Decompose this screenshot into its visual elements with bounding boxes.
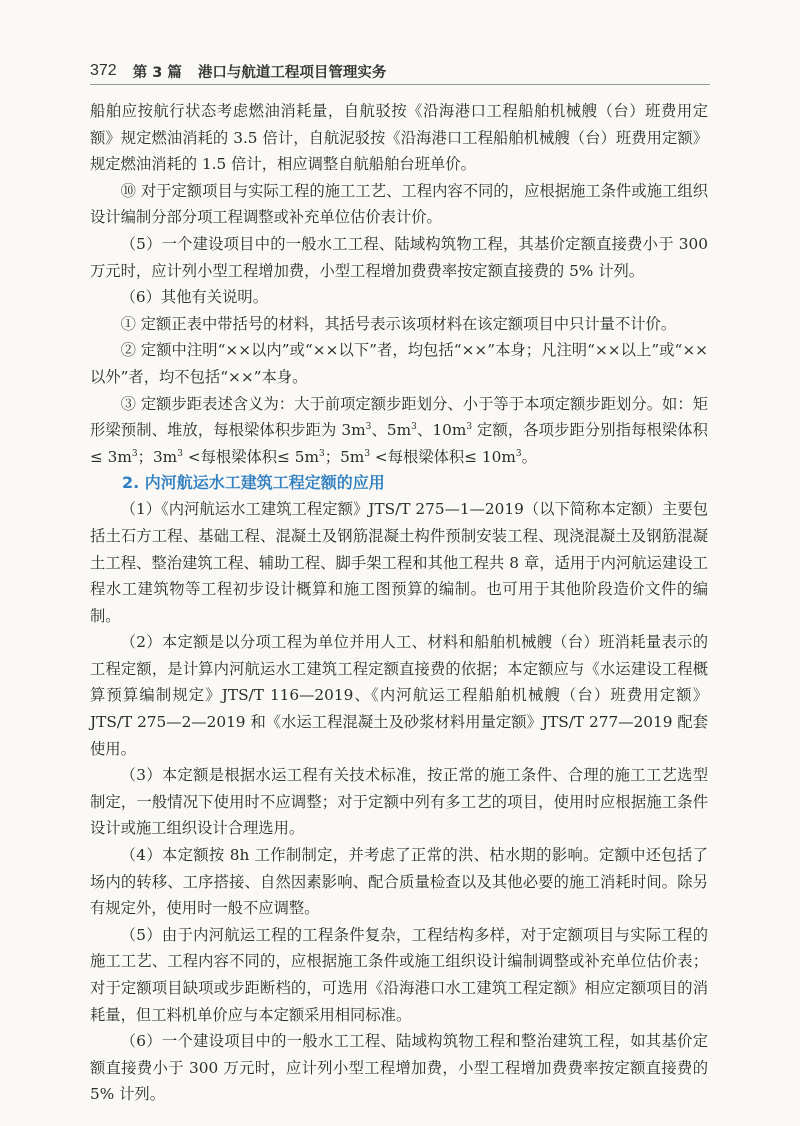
superscript: 3 <box>364 448 371 459</box>
paragraph-step-definition <box>90 391 708 471</box>
text-run: 。 <box>521 447 537 466</box>
paragraph: （5）由于内河航运工程的工程条件复杂，工程结构多样，对于定额项目与实际工程的施工工艺、工程内容不同的，应根据施工条件或施工组织设计编制调整或补充单位估价表；对于定额项目缺项或步距断档的，可选用《沿海港口水工建筑工程定额》相应定额项目的消耗量，但工料机单价应与本定额采用相同标准。 <box>90 925 708 1024</box>
section-heading: 2. 内河航运水工建筑工程定额的应用 <box>122 473 385 493</box>
paragraph: （6）其他有关说明。 <box>120 288 268 307</box>
superscript: 3 <box>411 422 417 433</box>
superscript: 3 <box>319 448 325 459</box>
text-run: ；5m <box>324 447 365 466</box>
part-label: 第 3 篇 <box>132 64 182 81</box>
header-rule <box>90 84 710 85</box>
paragraph: ① 定额正表中带括号的材料，其括号表示该项材料在该定额项目中只计量不计价。 <box>120 314 677 333</box>
superscript: 3 <box>365 422 372 433</box>
text-run: 、10m <box>416 421 467 440</box>
paragraph: 船舶应按航行状态考虑燃油消耗量，自航驳按《沿海港口工程船舶机械艘（台）班费用定额》规定燃油消耗的 3.5 倍计，自航泥驳按《沿海港口工程船舶机械艘（台）班费用定额》规定燃油消耗的 1.5 倍计，相应调整自航船舶台班单价。 <box>90 102 708 174</box>
body-text <box>90 98 708 1108</box>
paragraph: （3）本定额是根据水运工程有关技术标准，按正常的施工条件、合理的施工工艺选型制定，一般情况下使用时不应调整；对于定额中列有多工艺的项目，使用时应根据施工条件设计或施工组织设计合理选用。 <box>90 766 708 838</box>
text-run: 定额，各项步距分别指每根梁体积≤ 3m <box>90 421 708 466</box>
superscript: 3 <box>131 448 138 459</box>
paragraph: （4）本定额按 8h 工作制制定，并考虑了正常的洪、枯水期的影响。定额中还包括了场内的转移、工序搭接、自然因素影响、配合质量检查以及其他必要的施工消耗时间。除另有规定外，使用时一般不应调整。 <box>90 846 708 918</box>
page-number: 372 <box>90 62 117 79</box>
paragraph: （2）本定额是以分项工程为单位并用人工、材料和船舶机械艘（台）班消耗量表示的工程定额，是计算内河航运水工建筑工程定额直接费的依据；本定额应与《水运建设工程概算预算编制规定》JTS/T 116—2019、《内河航运工程船舶机械艘（台）班费用定额》JTS/T 275—2—2019 和《水运工程混凝土及砂浆材料用量定额》JTS/T 277—2019 配套使用。 <box>90 633 708 758</box>
paragraph: （6）一个建设项目中的一般水工工程、陆域构筑物工程和整治建筑工程，如其基价定额直接费小于 300 万元时，应计列小型工程增加费，小型工程增加费费率按定额直接费的 5% 计列。 <box>90 1032 708 1104</box>
text-run: <每根梁体积≤ 10m <box>370 447 516 466</box>
paragraph: ② 定额中注明“××以内”或“××以下”者，均包括“××”本身；凡注明“××以上”或“××以外”者，均不包括“××”本身。 <box>90 341 708 386</box>
paragraph: （1）《内河航运水工建筑工程定额》JTS/T 275—1—2019（以下简称本定额）主要包括土石方工程、基础工程、混凝土及钢筋混凝土构件预制安装工程、现浇混凝土及钢筋混凝土工程、整治建筑工程、辅助工程、脚手架工程和其他工程共 8 章，适用于内河航运建设工程水工建筑物等工程初步设计概算和施工图预算的编制。也可用于其他阶段造价文件的编制。 <box>90 500 708 625</box>
superscript: 3 <box>177 448 183 459</box>
superscript: 3 <box>466 422 473 433</box>
text-run: ；3m <box>137 447 178 466</box>
part-title: 港口与航道工程项目管理实务 <box>197 64 387 81</box>
paragraph: （5）一个建设项目中的一般水工工程、陆域构筑物工程，其基价定额直接费小于 300 万元时，应计列小型工程增加费，小型工程增加费费率按定额直接费的 5% 计列。 <box>90 234 708 280</box>
text-run: ③ 定额步距表述含义为：大于前项定额步距划分、小于等于本项定额步距划分。如：矩形梁预制、堆放，每根梁体积步距为 3m <box>90 394 708 440</box>
running-header <box>90 58 710 84</box>
text-run: <每根梁体积≤ 5m <box>182 447 320 466</box>
superscript: 3 <box>515 448 522 459</box>
paragraph: ⑩ 对于定额项目与实际工程的施工工艺、工程内容不同的，应根据施工条件或施工组织设计编制分部分项工程调整或补充单位估价表计价。 <box>90 181 708 227</box>
text-run: 、5m <box>371 421 412 440</box>
